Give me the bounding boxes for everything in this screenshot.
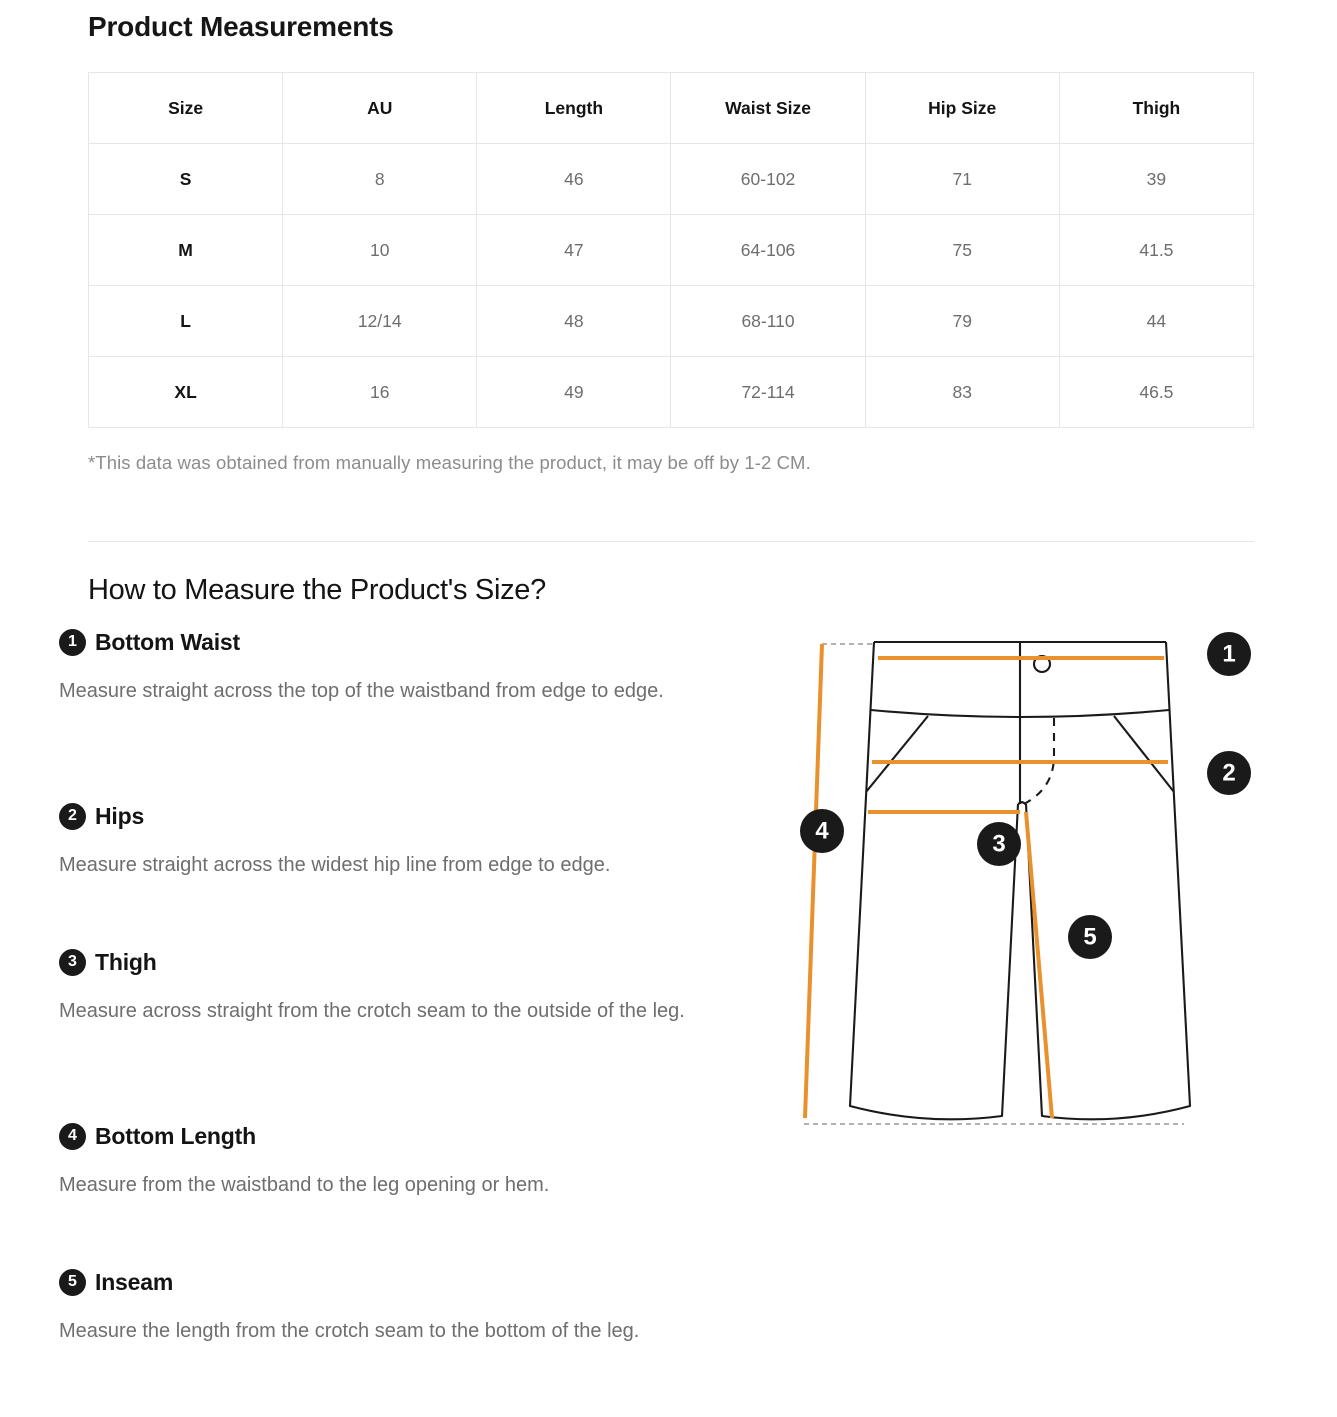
section-divider	[88, 541, 1254, 542]
step-description: Measure straight across the top of the waistband from edge to edge.	[59, 680, 664, 702]
right-pocket-seam	[1114, 716, 1174, 792]
diagram-marker-3-label: 3	[992, 830, 1006, 858]
cell-thigh: 41.5	[1059, 215, 1253, 286]
diagram-marker-2	[1207, 751, 1251, 795]
diagram-marker-1-label: 1	[1222, 640, 1236, 668]
diagram-marker-4	[800, 809, 844, 853]
cell-hip: 71	[865, 144, 1059, 215]
cell-size: M	[89, 215, 283, 286]
cell-length: 49	[477, 357, 671, 428]
page-title: Product Measurements	[88, 11, 394, 42]
diagram-marker-3	[977, 822, 1021, 866]
cell-hip: 83	[865, 357, 1059, 428]
cell-hip: 79	[865, 286, 1059, 357]
list-item	[59, 624, 664, 706]
table-row	[89, 215, 1254, 286]
column-header-length: Length	[477, 73, 671, 144]
table-header-row	[89, 73, 1254, 144]
step-description: Measure the length from the crotch seam to the bottom of the leg.	[59, 1320, 640, 1342]
cell-waist: 72-114	[671, 357, 865, 428]
cell-au: 8	[283, 144, 477, 215]
cell-thigh: 46.5	[1059, 357, 1253, 428]
cell-length: 48	[477, 286, 671, 357]
cell-size: L	[89, 286, 283, 357]
step-description: Measure from the waistband to the leg opening or hem.	[59, 1174, 550, 1196]
diagram-marker-5-label: 5	[1083, 923, 1097, 951]
step-description: Measure across straight from the crotch seam to the outside of the leg.	[59, 1000, 685, 1022]
column-header-au: AU	[283, 73, 477, 144]
shorts-measurement-diagram	[786, 606, 1286, 1136]
column-header-waist: Waist Size	[671, 73, 865, 144]
cell-au: 16	[283, 357, 477, 428]
column-header-hip: Hip Size	[865, 73, 1059, 144]
cell-length: 46	[477, 144, 671, 215]
diagram-marker-1	[1207, 632, 1251, 676]
diagram-marker-5	[1068, 915, 1112, 959]
cell-au: 10	[283, 215, 477, 286]
left-pocket-seam	[866, 716, 928, 792]
cell-size: S	[89, 144, 283, 215]
step-label: Bottom Waist	[95, 628, 240, 655]
step-header	[59, 944, 685, 980]
diagram-marker-2-label: 2	[1222, 759, 1236, 787]
step-header	[59, 798, 610, 834]
how-to-measure-title: How to Measure the Product's Size?	[88, 574, 546, 606]
column-header-thigh: Thigh	[1059, 73, 1253, 144]
step-header	[59, 624, 664, 660]
cell-hip: 75	[865, 215, 1059, 286]
step-number-badge: 3	[59, 949, 86, 976]
cell-size: XL	[89, 357, 283, 428]
table-row	[89, 286, 1254, 357]
step-header	[59, 1118, 549, 1154]
diagram-marker-4-label: 4	[815, 817, 829, 845]
step-label: Hips	[95, 802, 145, 829]
step-label: Bottom Length	[95, 1122, 256, 1149]
cell-waist: 68-110	[671, 286, 865, 357]
list-item	[59, 1264, 639, 1346]
step-number-badge: 5	[59, 1269, 86, 1296]
list-item	[59, 1118, 549, 1200]
cell-thigh: 44	[1059, 286, 1253, 357]
step-label: Thigh	[95, 948, 157, 975]
column-header-size: Size	[89, 73, 283, 144]
table-row	[89, 357, 1254, 428]
step-number-badge: 2	[59, 803, 86, 830]
cell-waist: 60-102	[671, 144, 865, 215]
step-label: Inseam	[95, 1268, 174, 1295]
step-header	[59, 1264, 639, 1300]
step-number-badge: 4	[59, 1123, 86, 1150]
size-measurements-table	[88, 72, 1254, 428]
measure-line-bottom-length	[805, 644, 822, 1118]
table-row	[89, 144, 1254, 215]
measurement-disclaimer: *This data was obtained from manually measuring the product, it may be off by 1-2 CM.	[88, 452, 811, 473]
step-number-badge: 1	[59, 629, 86, 656]
cell-thigh: 39	[1059, 144, 1253, 215]
list-item	[59, 944, 685, 1026]
cell-waist: 64-106	[671, 215, 865, 286]
cell-au: 12/14	[283, 286, 477, 357]
step-description: Measure straight across the widest hip line from edge to edge.	[59, 854, 611, 876]
cell-length: 47	[477, 215, 671, 286]
list-item	[59, 798, 610, 880]
